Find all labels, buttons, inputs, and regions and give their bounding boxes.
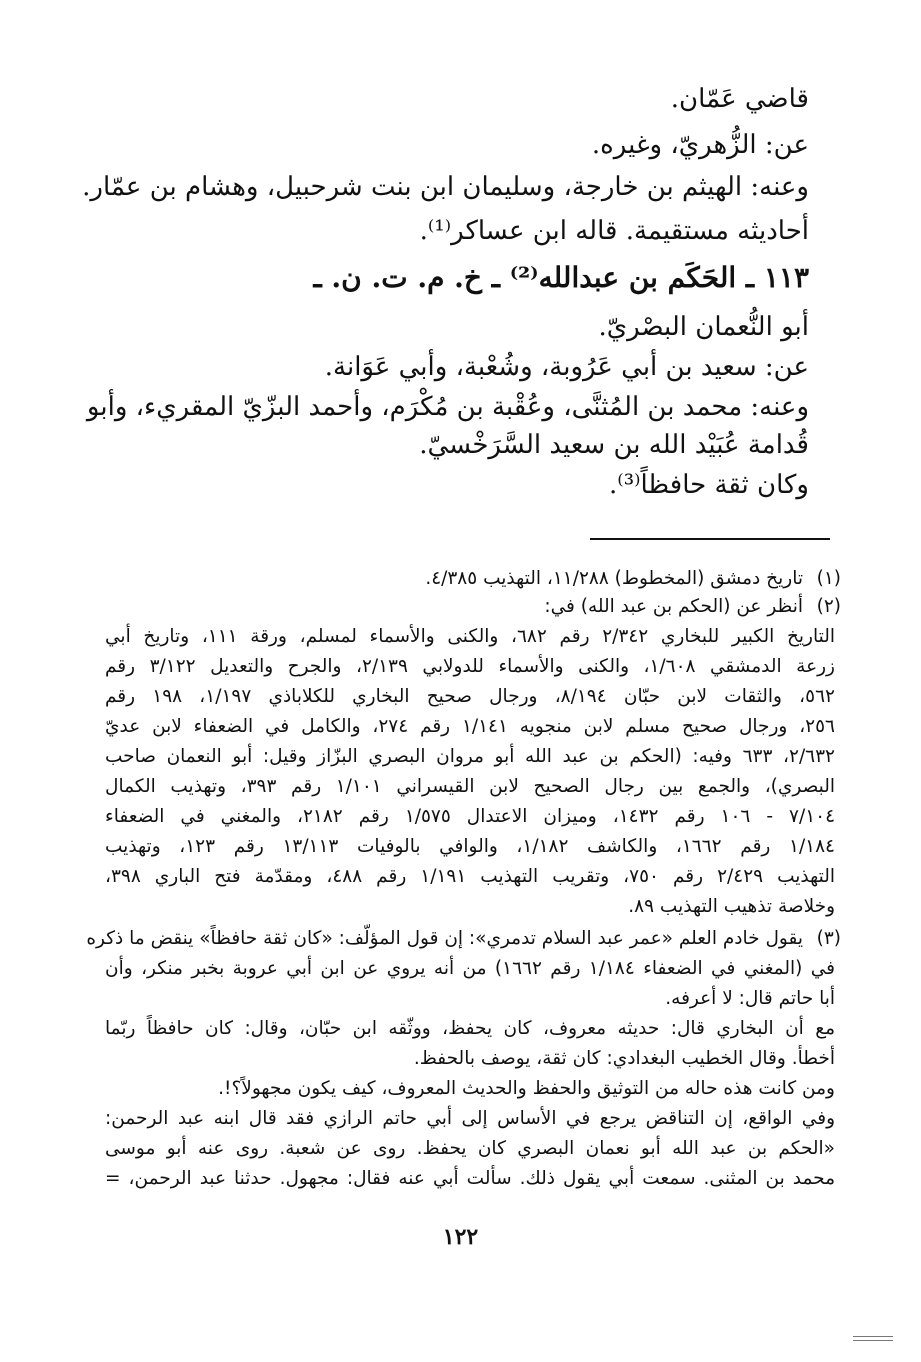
footnote-3-line: وفي الواقع، إن التناقض يرجع في الأساس إلى أبي حاتم الرازي فقد قال ابنه عبد الرحمن:	[105, 1108, 835, 1129]
scan-artifact-lines	[853, 1336, 893, 1344]
footnote-2-line: ٧/١٠٤ - ١٠٦ رقم ١٤٣٢، وميزان الاعتدال ١/٥٧٥ رقم ٢١٨٢، والمغني في الضعفاء	[105, 806, 836, 827]
footnote-2-marker: (٢)	[816, 596, 841, 617]
main-line-1: قاضي عَمّان.	[670, 84, 809, 114]
footnote-3-line: في (المغني في الضعفاء ١/١٨٤ رقم ١٦٦٢) من أنه يروي عن ابن أبي عروبة بخبر منكر، وأن	[105, 958, 835, 979]
entry-line-5: وكان ثقة حافظاً⁽³⁾.	[609, 470, 809, 500]
entry-line-3: وعنه: محمد بن المُثنَّى، وعُقْبة بن مُكْرَم، وأحمد البزّيّ المقريء، وأبو	[86, 392, 809, 422]
footnote-3-line: يقول خادم العلم «عمر عبد السلام تدمري»: إن قول المؤلّف: «كان ثقة حافظاً» ينقض ما ذكره	[86, 928, 803, 949]
footnote-1-text: تاريخ دمشق (المخطوط) ١١/٢٨٨، التهذيب ٤/٣٨٥.	[425, 568, 803, 589]
footnote-3-line: مع أن البخاري قال: حديثه معروف، كان يحفظ، ووثّقه ابن حبّان، وقال: كان حافظاً ربّما	[105, 1018, 835, 1039]
footnote-separator	[590, 538, 830, 540]
footnote-2-line: زرعة الدمشقي ١/٦٠٨، والكنى والأسماء للدولابي ٢/١٣٩، والجرح والتعديل ٣/١٢٢ رقم	[105, 656, 835, 677]
main-line-4: أحاديثه مستقيمة. قاله ابن عساكر⁽¹⁾.	[419, 216, 809, 246]
footnote-2-line: التاريخ الكبير للبخاري ٢/٣٤٢ رقم ٦٨٢، والكنى والأسماء لمسلم، ورقة ١١١، وتاريخ أبي	[105, 626, 835, 647]
entry-line-2: عن: سعيد بن أبي عَرُوبة، وشُعْبة، وأبي عَوَانة.	[324, 352, 809, 382]
entry-line-4: قُدامة عُبَيْد الله بن سعيد السَّرَخْسيّ.	[419, 430, 809, 460]
footnote-3-line: ومن كانت هذه حاله من التوثيق والحفظ والحديث المعروف، كيف يكون مجهولاً؟!.	[218, 1078, 835, 1099]
footnote-2-line: ٢/٦٣٢، ٦٣٣ وفيه: (الحكم بن عبد الله أبو مروان البصري البزّاز وقيل: أبو النعمان صاحب	[105, 746, 835, 767]
footnote-2-line: ٥٦٢، والثقات لابن حبّان ٨/١٩٤، ورجال صحيح البخاري للكلاباذي ١/١٩٧، ١٩٨ رقم	[105, 686, 835, 707]
footnote-2-line: أنظر عن (الحكم بن عبد الله) في:	[544, 596, 803, 617]
footnote-3-line: «الحكم بن عبد الله أبو نعمان البصري كان يحفظ. روى عن شعبة. روى عنه أبو موسى	[105, 1138, 835, 1159]
main-line-3: وعنه: الهيثم بن خارجة، وسليمان ابن بنت شرحبيل، وهشام بن عمّار.	[82, 172, 809, 202]
entry-line-1: أبو النُّعمان البصْريّ.	[598, 312, 809, 342]
footnote-3-line: محمد بن المثنى. سمعت أبي يقول ذلك. سألت أبي عنه فقال: مجهول. حدثنا عبد الرحمن، =	[105, 1168, 835, 1189]
footnote-3-line: أخطأ. وقال الخطيب البغدادي: كان ثقة، يوصف بالحفظ.	[413, 1048, 835, 1069]
main-line-2: عن: الزُّهريّ، وغيره.	[591, 130, 809, 160]
entry-heading: ١١٣ ـ الحَكَم بن عبدالله⁽²⁾ ـ خ. م. ت. ن. ـ	[313, 261, 809, 294]
footnote-1-marker: (١)	[816, 568, 841, 589]
footnote-2-line: ٢٥٦، ورجال صحيح مسلم لابن منجويه ١/١٤١ رقم ٢٧٤، والكامل في الضعفاء لابن عديّ	[105, 716, 835, 737]
page-number: ١٢٢	[442, 1224, 479, 1250]
footnote-2-line: البصري)، والجمع بين رجال الصحيح لابن القيسراني ١/١٠١ رقم ٣٩٣، وتهذيب الكمال	[105, 776, 835, 797]
footnote-2-line: وخلاصة تذهيب التهذيب ٨٩.	[628, 896, 835, 917]
footnote-3-marker: (٣)	[816, 928, 841, 949]
footnote-3-line: أبا حاتم قال: لا أعرفه.	[665, 988, 835, 1009]
footnote-2-line: التهذيب ٢/٤٢٩ رقم ٧٥٠، وتقريب التهذيب ١/١٩١ رقم ٤٨٨، ومقدّمة فتح الباري ٣٩٨،	[105, 866, 836, 887]
footnote-2-line: ١/١٨٤ رقم ١٦٦٢، والكاشف ١/١٨٢، والوافي بالوفيات ١٣/١١٣ رقم ١٢٣، وتهذيب	[105, 836, 835, 857]
